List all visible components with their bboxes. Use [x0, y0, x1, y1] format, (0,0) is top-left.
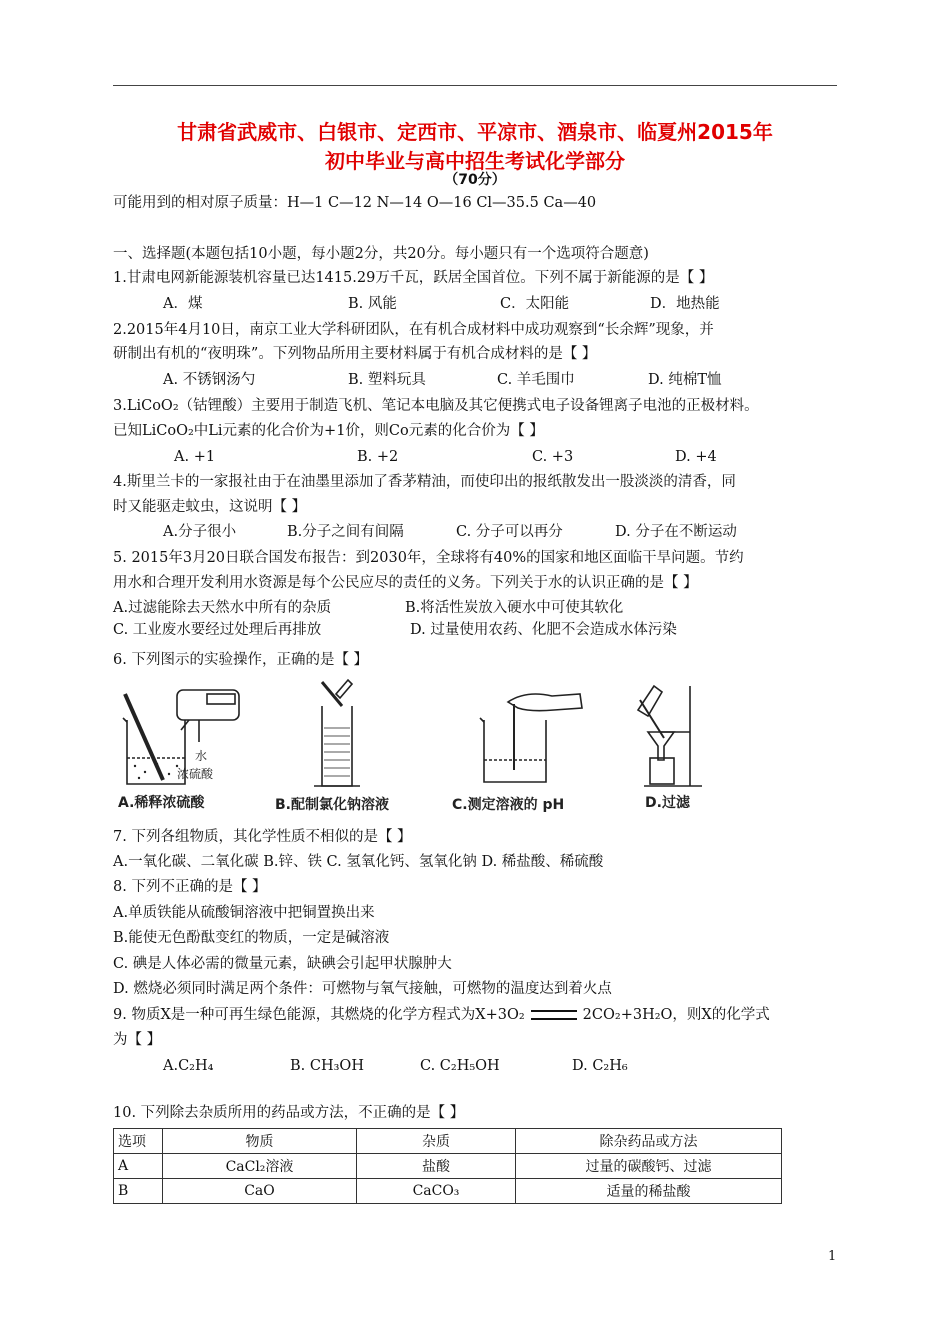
- q9-stem-2: 为【 】: [113, 1032, 162, 1048]
- atomic-mass: 可能用到的相对原子质量：H—1 C—12 N—14 O—16 Cl—35.5 Ca—40: [113, 195, 597, 211]
- q2-option-d: D. 纯棉T恤: [648, 372, 722, 388]
- q5-option-c: C. 工业废水要经过处理后再排放: [113, 622, 322, 638]
- q1-stem: 1.甘肃电网新能源装机容量已达1415.29万千瓦，跃居全国首位。下列不属于新能源的是【 】: [113, 270, 714, 286]
- table-header-row: [114, 1129, 782, 1154]
- q2-option-a: A. 不锈钢汤勺: [163, 372, 256, 388]
- score: （70分）: [444, 172, 506, 188]
- q9-stem-a: 9. 物质X是一种可再生绿色能源，其燃烧的化学方程式为X+3O₂: [113, 1007, 525, 1023]
- q10-table: [113, 1128, 782, 1204]
- q8-option-d: D. 燃烧必须同时满足两个条件：可燃物与氧气接触，可燃物的温度达到着火点: [113, 981, 612, 997]
- figure-d-filter: [630, 680, 710, 795]
- table-header-cell: 物质: [163, 1129, 357, 1154]
- q9-option-d: D. C₂H₆: [572, 1058, 628, 1074]
- q3-stem-2: 已知LiCoO₂中Li元素的化合价为+1价，则Co元素的化合价为【 】: [113, 423, 544, 439]
- caption-b: B.配制氯化钠溶液: [275, 797, 389, 813]
- equation-sign: [531, 1010, 577, 1020]
- q5-option-b: B.将活性炭放入硬水中可使其软化: [405, 600, 624, 616]
- table-cell: CaCl₂溶液: [163, 1154, 357, 1179]
- caption-d: D.过滤: [645, 795, 690, 811]
- q3-option-d: D. +4: [675, 449, 717, 465]
- q4-option-b: B.分子之间有间隔: [287, 524, 404, 540]
- q9-option-b: B. CH₃OH: [290, 1058, 364, 1074]
- table-header-cell: 杂质: [357, 1129, 516, 1154]
- q8-stem: 8. 下列不正确的是【 】: [113, 879, 267, 895]
- q1-option-d: D．地热能: [650, 296, 720, 312]
- table-cell: 过量的碳酸钙、过滤: [516, 1154, 782, 1179]
- q9-option-a: A.C₂H₄: [163, 1058, 214, 1074]
- title-line-2: 初中毕业与高中招生考试化学部分: [325, 149, 625, 173]
- q2-stem-2: 研制出有机的“夜明珠”。下列物品所用主要材料属于有机合成材料的是【 】: [113, 346, 597, 362]
- table-cell: CaO: [163, 1179, 357, 1204]
- q1-option-a: A．煤: [163, 296, 203, 312]
- q6-stem: 6. 下列图示的实验操作，正确的是【 】: [113, 652, 369, 668]
- caption-c: C.测定溶液的 pH: [452, 797, 565, 813]
- table-header-cell: 选项: [114, 1129, 163, 1154]
- q5-option-a: A.过滤能除去天然水中所有的杂质: [113, 600, 332, 616]
- q2-option-b: B. 塑料玩具: [348, 372, 426, 388]
- q1-option-c: C．太阳能: [500, 296, 570, 312]
- q9-stem-1: [113, 1005, 770, 1025]
- q3-option-b: B. +2: [357, 449, 399, 465]
- table-cell: 适量的稀盐酸: [516, 1179, 782, 1204]
- table-cell: 盐酸: [357, 1154, 516, 1179]
- figure-b-cylinder: [300, 678, 380, 793]
- section-heading: 一、选择题(本题包括10小题，每小题2分，共20分。每小题只有一个选项符合题意): [113, 246, 649, 262]
- page-number: 1: [828, 1249, 837, 1264]
- caption-a: A.稀释浓硫酸: [118, 795, 205, 811]
- q10-stem: 10. 下列除去杂质所用的药品或方法，不正确的是【 】: [113, 1105, 465, 1121]
- table-cell: CaCO₃: [357, 1179, 516, 1204]
- q4-option-a: A.分子很小: [163, 524, 237, 540]
- q4-option-c: C. 分子可以再分: [456, 524, 563, 540]
- table-row: [114, 1179, 782, 1204]
- q8-option-b: B.能使无色酚酞变红的物质，一定是碱溶液: [113, 930, 390, 946]
- q9-option-c: C. C₂H₅OH: [420, 1058, 500, 1074]
- q5-stem-1: 5. 2015年3月20日联合国发布报告：到2030年，全球将有40%的国家和地区面临干旱问题。节约: [113, 550, 744, 566]
- q1-option-b: B. 风能: [348, 296, 397, 312]
- q9-stem-b: 2CO₂+3H₂O，则X的化学式: [582, 1007, 770, 1023]
- header-rule: [113, 85, 837, 86]
- q4-stem-2: 时又能驱走蚊虫，这说明【 】: [113, 499, 307, 515]
- q8-option-c: C. 碘是人体必需的微量元素，缺碘会引起甲状腺肿大: [113, 956, 452, 972]
- q5-option-d: D. 过量使用农药、化肥不会造成水体污染: [410, 622, 677, 638]
- q3-option-a: A. +1: [174, 449, 216, 465]
- q2-option-c: C. 羊毛围巾: [497, 372, 575, 388]
- q5-stem-2: 用水和合理开发利用水资源是每个公民应尽的责任的义务。下列关于水的认识正确的是【 】: [113, 575, 698, 591]
- table-row: [114, 1154, 782, 1179]
- table-header-cell: 除杂药品或方法: [516, 1129, 782, 1154]
- table-cell: B: [114, 1179, 163, 1204]
- q4-stem-1: 4.斯里兰卡的一家报社由于在油墨里添加了香茅精油，而使印出的报纸散发出一股淡淡的清香，同: [113, 474, 736, 490]
- q2-stem-1: 2.2015年4月10日，南京工业大学科研团队，在有机合成材料中成功观察到“长余辉”现象，并: [113, 322, 714, 338]
- label-acid: 浓硫酸: [177, 767, 214, 781]
- q8-option-a: A.单质铁能从硫酸铜溶液中把铜置换出来: [113, 905, 375, 921]
- label-water: 水: [195, 749, 208, 763]
- q7-stem: 7. 下列各组物质，其化学性质不相似的是【 】: [113, 829, 412, 845]
- q4-option-d: D. 分子在不断运动: [615, 524, 737, 540]
- figure-c-ph-test: [470, 690, 590, 790]
- title-line-1: 甘肃省武威市、白银市、定西市、平凉市、酒泉市、临夏州2015年: [177, 120, 773, 144]
- table-cell: A: [114, 1154, 163, 1179]
- q7-options: A.一氧化碳、二氧化碳 B.锌、铁 C. 氢氧化钙、氢氧化钠 D. 稀盐酸、稀硫酸: [113, 854, 604, 870]
- q3-stem-1: 3.LiCoO₂（钴锂酸）主要用于制造飞机、笔记本电脑及其它便携式电子设备锂离子电池的正极材料。: [113, 398, 759, 414]
- q3-option-c: C. +3: [532, 449, 574, 465]
- figure-a-dilute-acid: [115, 682, 250, 792]
